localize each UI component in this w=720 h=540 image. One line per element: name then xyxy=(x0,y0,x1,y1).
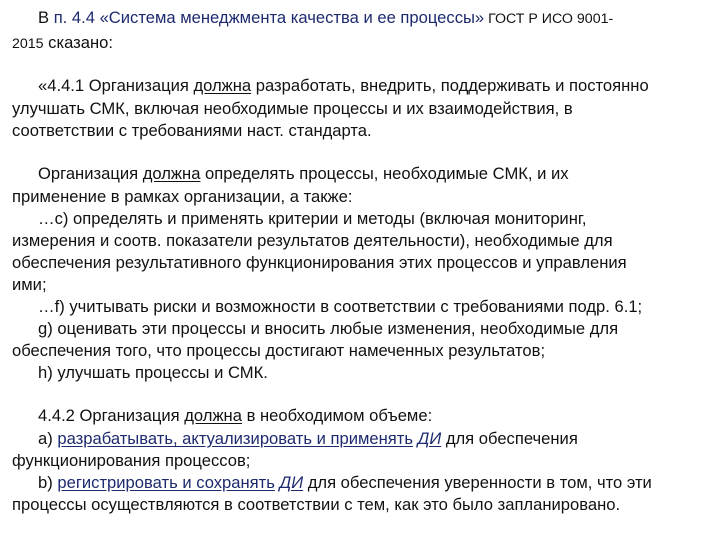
org-item-f: …f) учитывать риски и возможности в соответствии с требованиями подр. 6.1; xyxy=(38,297,643,316)
clause-text: в необходимом объеме: xyxy=(241,406,433,425)
org-item-c-line-1: …с) определять и применять критерии и методы (включая мониторинг, xyxy=(38,209,587,228)
link-register-preserve: регистрировать и сохранять xyxy=(57,473,275,492)
org-item-c-line-3: обеспечения результативного функционирования этих процессов и управления xyxy=(12,253,627,272)
standard-year: 2015 xyxy=(12,36,44,52)
item-label: b) xyxy=(38,473,58,492)
clause-text: определять процессы, необходимые СМК, и их xyxy=(200,164,569,183)
clause-441-line-2: улучшать СМК, включая необходимые процессы и их взаимодействия, в xyxy=(12,99,573,118)
org-item-c-line-4: ими; xyxy=(12,275,47,294)
intro-text: сказано: xyxy=(43,33,113,52)
clause-text: разработать, внедрить, поддерживать и постоянно xyxy=(251,76,649,95)
clause-442-item-a xyxy=(38,429,578,449)
org-item-h: h) улучшать процессы и СМК. xyxy=(38,363,268,382)
standard-name: ГОСТ Р ИСО 9001- xyxy=(484,11,614,27)
clause-441-line-3: соответствии с требованиями наст. стандарта. xyxy=(12,121,372,140)
link-di: ДИ xyxy=(279,473,304,492)
section-reference: п. 4.4 «Система менеджмента качества и ее процессы» xyxy=(53,8,485,27)
org-item-c-line-2: измерения и соотв. показатели результатов деятельности), необходимые для xyxy=(12,231,613,250)
clause-text: Организация xyxy=(38,164,143,183)
underlined-must: должна xyxy=(193,76,252,95)
clause-442-item-b-line-2: процессы осуществляются в соответствии с тем, как это было запланировано. xyxy=(12,495,621,514)
clause-442-line-1 xyxy=(38,406,432,426)
underlined-must: должна xyxy=(142,164,201,183)
clause-text: 4.4.2 Организация xyxy=(38,406,185,425)
item-label: а) xyxy=(38,429,58,448)
org-item-g-line-1: g) оценивать эти процессы и вносить любые изменения, необходимые для xyxy=(38,319,619,338)
link-develop-update-apply: разрабатывать, актуализировать и применять xyxy=(57,429,414,448)
intro-text: В xyxy=(38,8,54,27)
underlined-must: должна xyxy=(184,406,242,425)
clause-text: для обеспечения xyxy=(441,429,578,448)
org-item-g-line-2: обеспечения того, что процессы достигают намеченных результатов; xyxy=(12,341,546,360)
intro-line-1 xyxy=(38,8,613,29)
link-di: ДИ xyxy=(417,429,442,448)
clause-442-item-a-line-2: функционирования процессов; xyxy=(12,451,251,470)
clause-442-item-b xyxy=(38,473,652,493)
intro-line-2 xyxy=(12,33,113,54)
org-line-2: применение в рамках организации, а также: xyxy=(12,187,353,206)
clause-text: «4.4.1 Организация xyxy=(38,76,194,95)
clause-text: для обеспечения уверенности в том, что эти xyxy=(303,473,652,492)
clause-441-line-1 xyxy=(38,76,649,96)
org-line-1 xyxy=(38,164,569,184)
